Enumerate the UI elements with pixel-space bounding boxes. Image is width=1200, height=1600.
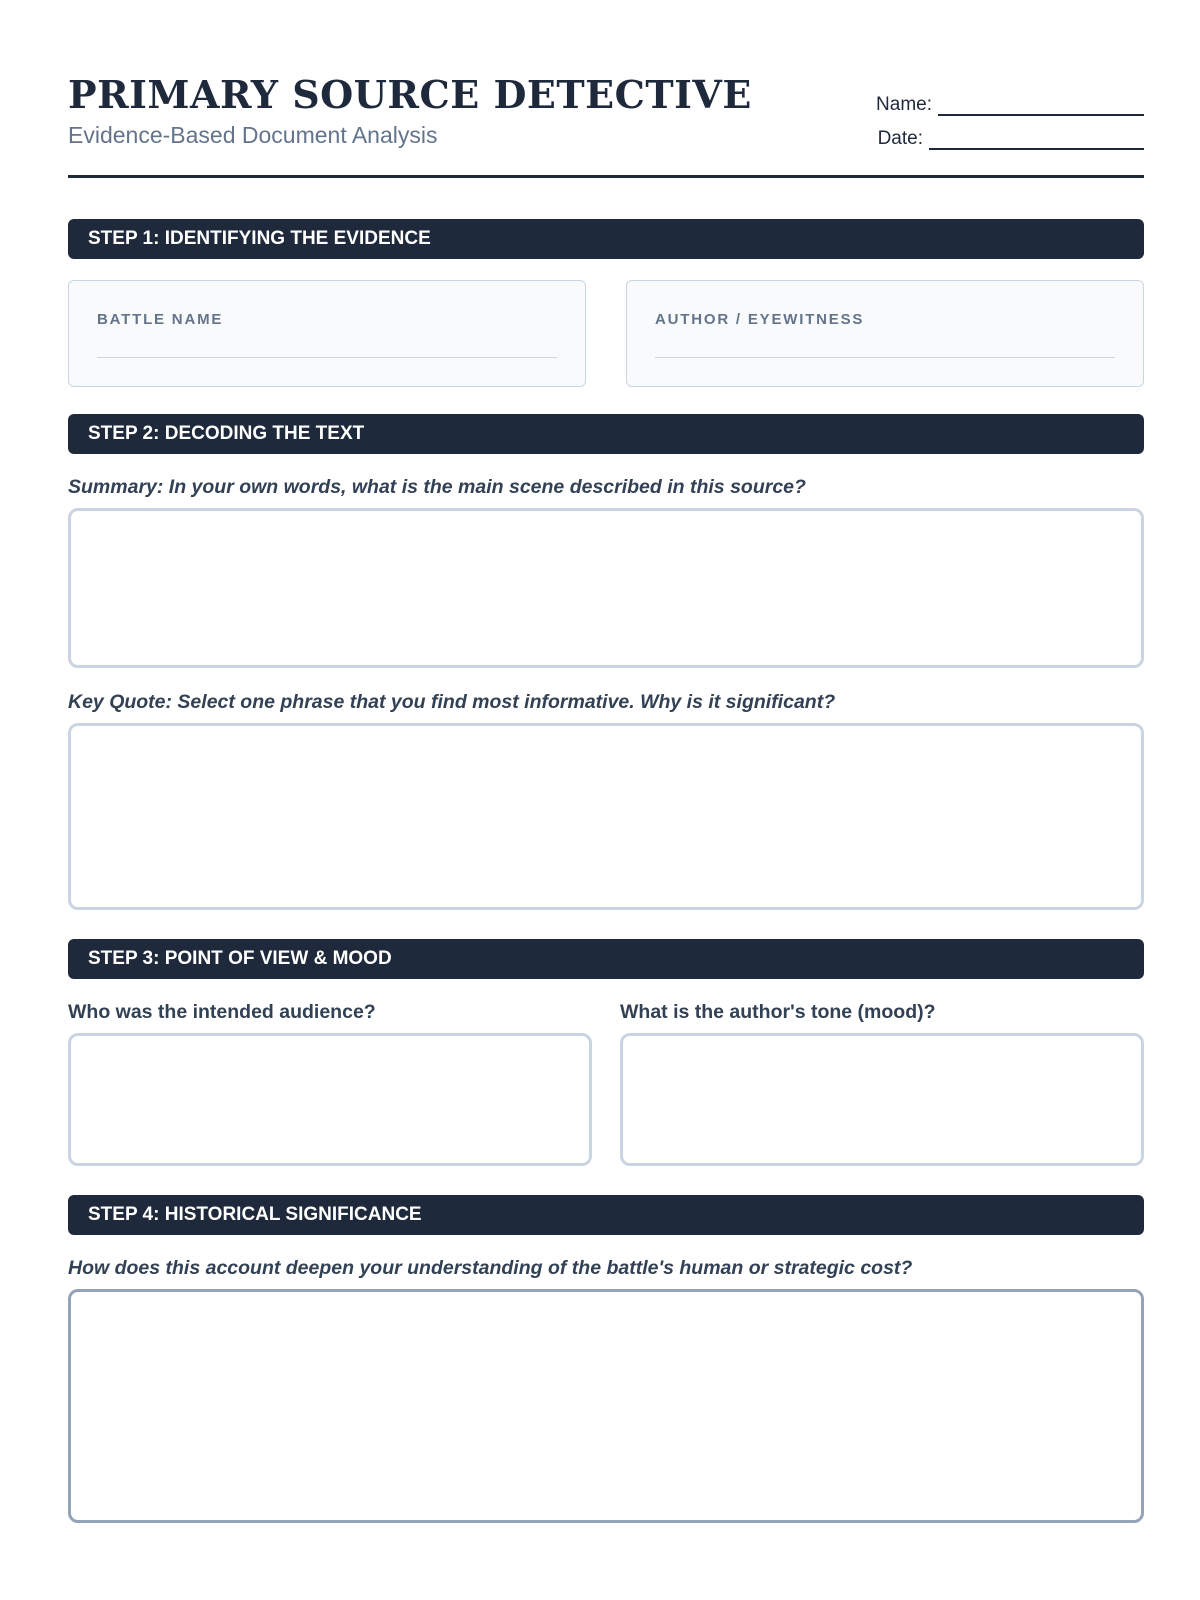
page-subtitle: Evidence-Based Document Analysis bbox=[68, 122, 438, 148]
step1-heading: STEP 1: IDENTIFYING THE EVIDENCE bbox=[68, 219, 1144, 259]
audience-answer-box[interactable] bbox=[68, 1033, 592, 1166]
battle-name-line bbox=[97, 357, 557, 358]
step3-heading: STEP 3: POINT OF VIEW & MOOD bbox=[68, 939, 1144, 979]
author-line bbox=[655, 357, 1115, 358]
date-field[interactable] bbox=[929, 134, 1144, 150]
author-label: AUTHOR / EYEWITNESS bbox=[655, 311, 865, 328]
summary-prompt: Summary: In your own words, what is the main scene described in this source? bbox=[68, 476, 806, 498]
step2-heading: STEP 2: DECODING THE TEXT bbox=[68, 414, 1144, 454]
name-row bbox=[854, 82, 1144, 116]
tone-answer-box[interactable] bbox=[620, 1033, 1144, 1166]
tone-prompt: What is the author's tone (mood)? bbox=[620, 1001, 936, 1023]
step4-heading: STEP 4: HISTORICAL SIGNIFICANCE bbox=[68, 1195, 1144, 1235]
date-label: Date: bbox=[877, 128, 923, 149]
audience-prompt: Who was the intended audience? bbox=[68, 1001, 376, 1023]
author-box[interactable] bbox=[626, 280, 1144, 387]
name-label: Name: bbox=[876, 94, 932, 115]
worksheet-header bbox=[68, 70, 1144, 178]
summary-answer-box[interactable] bbox=[68, 508, 1144, 668]
worksheet-page bbox=[68, 0, 1144, 1600]
significance-prompt: How does this account deepen your understanding of the battle's human or strategic cost? bbox=[68, 1257, 913, 1279]
battle-name-box[interactable] bbox=[68, 280, 586, 387]
page-title: PRIMARY SOURCE DETECTIVE bbox=[68, 72, 752, 117]
significance-answer-box[interactable] bbox=[68, 1289, 1144, 1523]
key-quote-answer-box[interactable] bbox=[68, 723, 1144, 910]
student-info bbox=[854, 82, 1144, 150]
date-row bbox=[854, 116, 1144, 150]
battle-name-label: BATTLE NAME bbox=[97, 311, 224, 328]
name-field[interactable] bbox=[938, 100, 1144, 116]
key-quote-prompt: Key Quote: Select one phrase that you find most informative. Why is it significant? bbox=[68, 691, 836, 713]
